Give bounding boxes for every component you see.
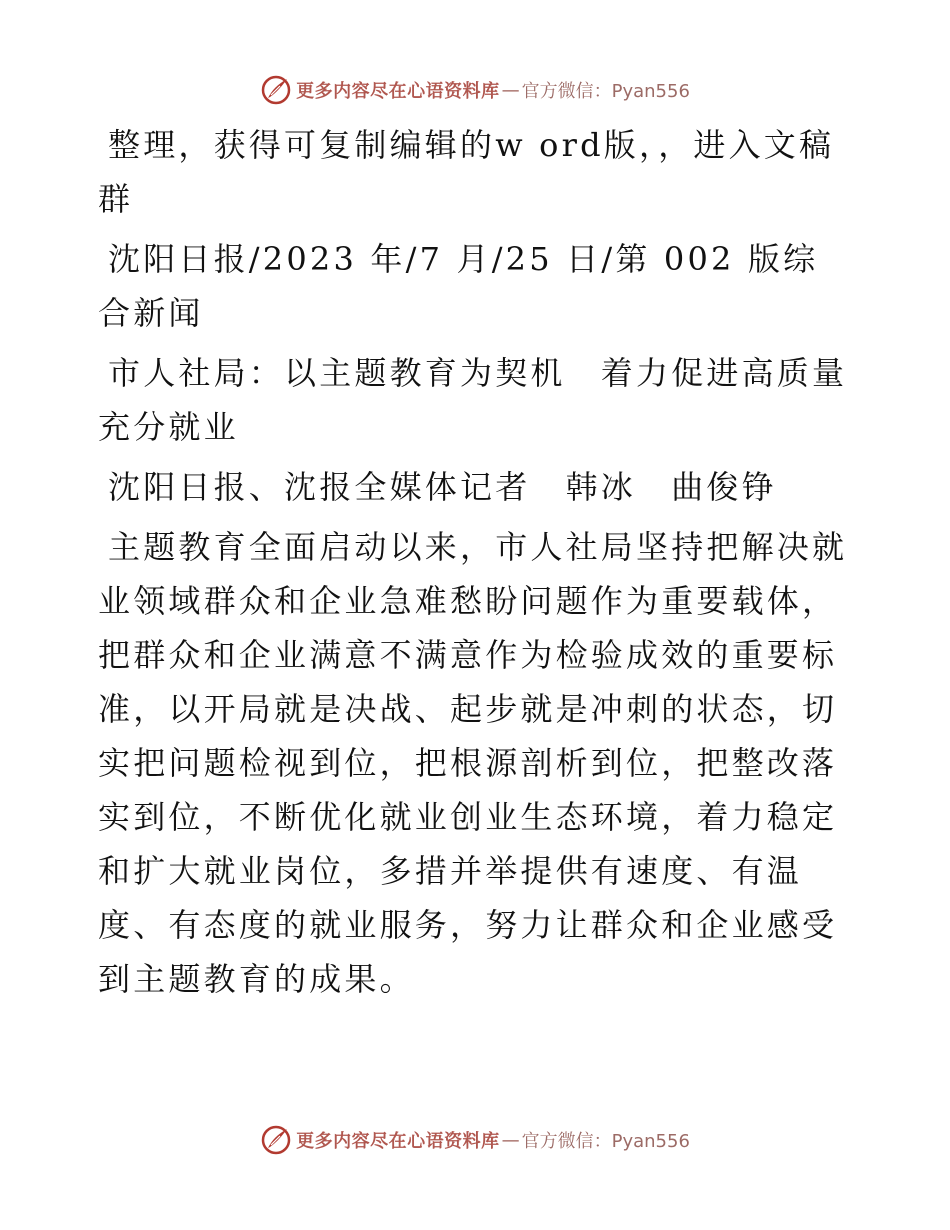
quill-logo-icon <box>260 74 292 106</box>
watermark-separator: — <box>501 1129 520 1151</box>
source-line: 沈阳日报/2023 年/7 月/25 日/第 002 版综合新闻 <box>98 240 819 332</box>
watermark-separator: — <box>501 79 520 101</box>
watermark-wechat-text: 官方微信：Pyan556 <box>521 1131 690 1152</box>
quill-logo-icon <box>260 1124 292 1156</box>
watermark-main-text: 更多内容尽在心语资料库 <box>296 81 500 102</box>
header-watermark <box>0 70 950 110</box>
watermark-wechat-text: 官方微信：Pyan556 <box>521 81 690 102</box>
body-paragraph: 主题教育全面启动以来，市人社局坚持把解决就业领域群众和企业急难愁盼问题作为重要载体，把群众和企业满意不满意作为检验成效的重要标准，以开局就是决战、起步就是冲刺的状态，切实把问题检视到位，把根源剖析到位，把整改落实到位，不断优化就业创业生态环境，着力稳定和扩大就业岗位，多措并举提供有速度、有温度、有态度的就业服务，努力让群众和企业感受到主题教育的成果。 <box>98 528 848 998</box>
byline: 沈阳日报、沈报全媒体记者 韩冰 曲俊铮 <box>108 468 777 506</box>
watermark-main-text: 更多内容尽在心语资料库 <box>296 1131 500 1152</box>
intro-paragraph: 整理，获得可复制编辑的w ord版，，进入文稿群 <box>98 126 835 218</box>
footer-watermark <box>0 1120 950 1160</box>
document-body <box>98 118 850 1012</box>
article-title: 市人社局：以主题教育为契机 着力促进高质量充分就业 <box>98 354 848 446</box>
